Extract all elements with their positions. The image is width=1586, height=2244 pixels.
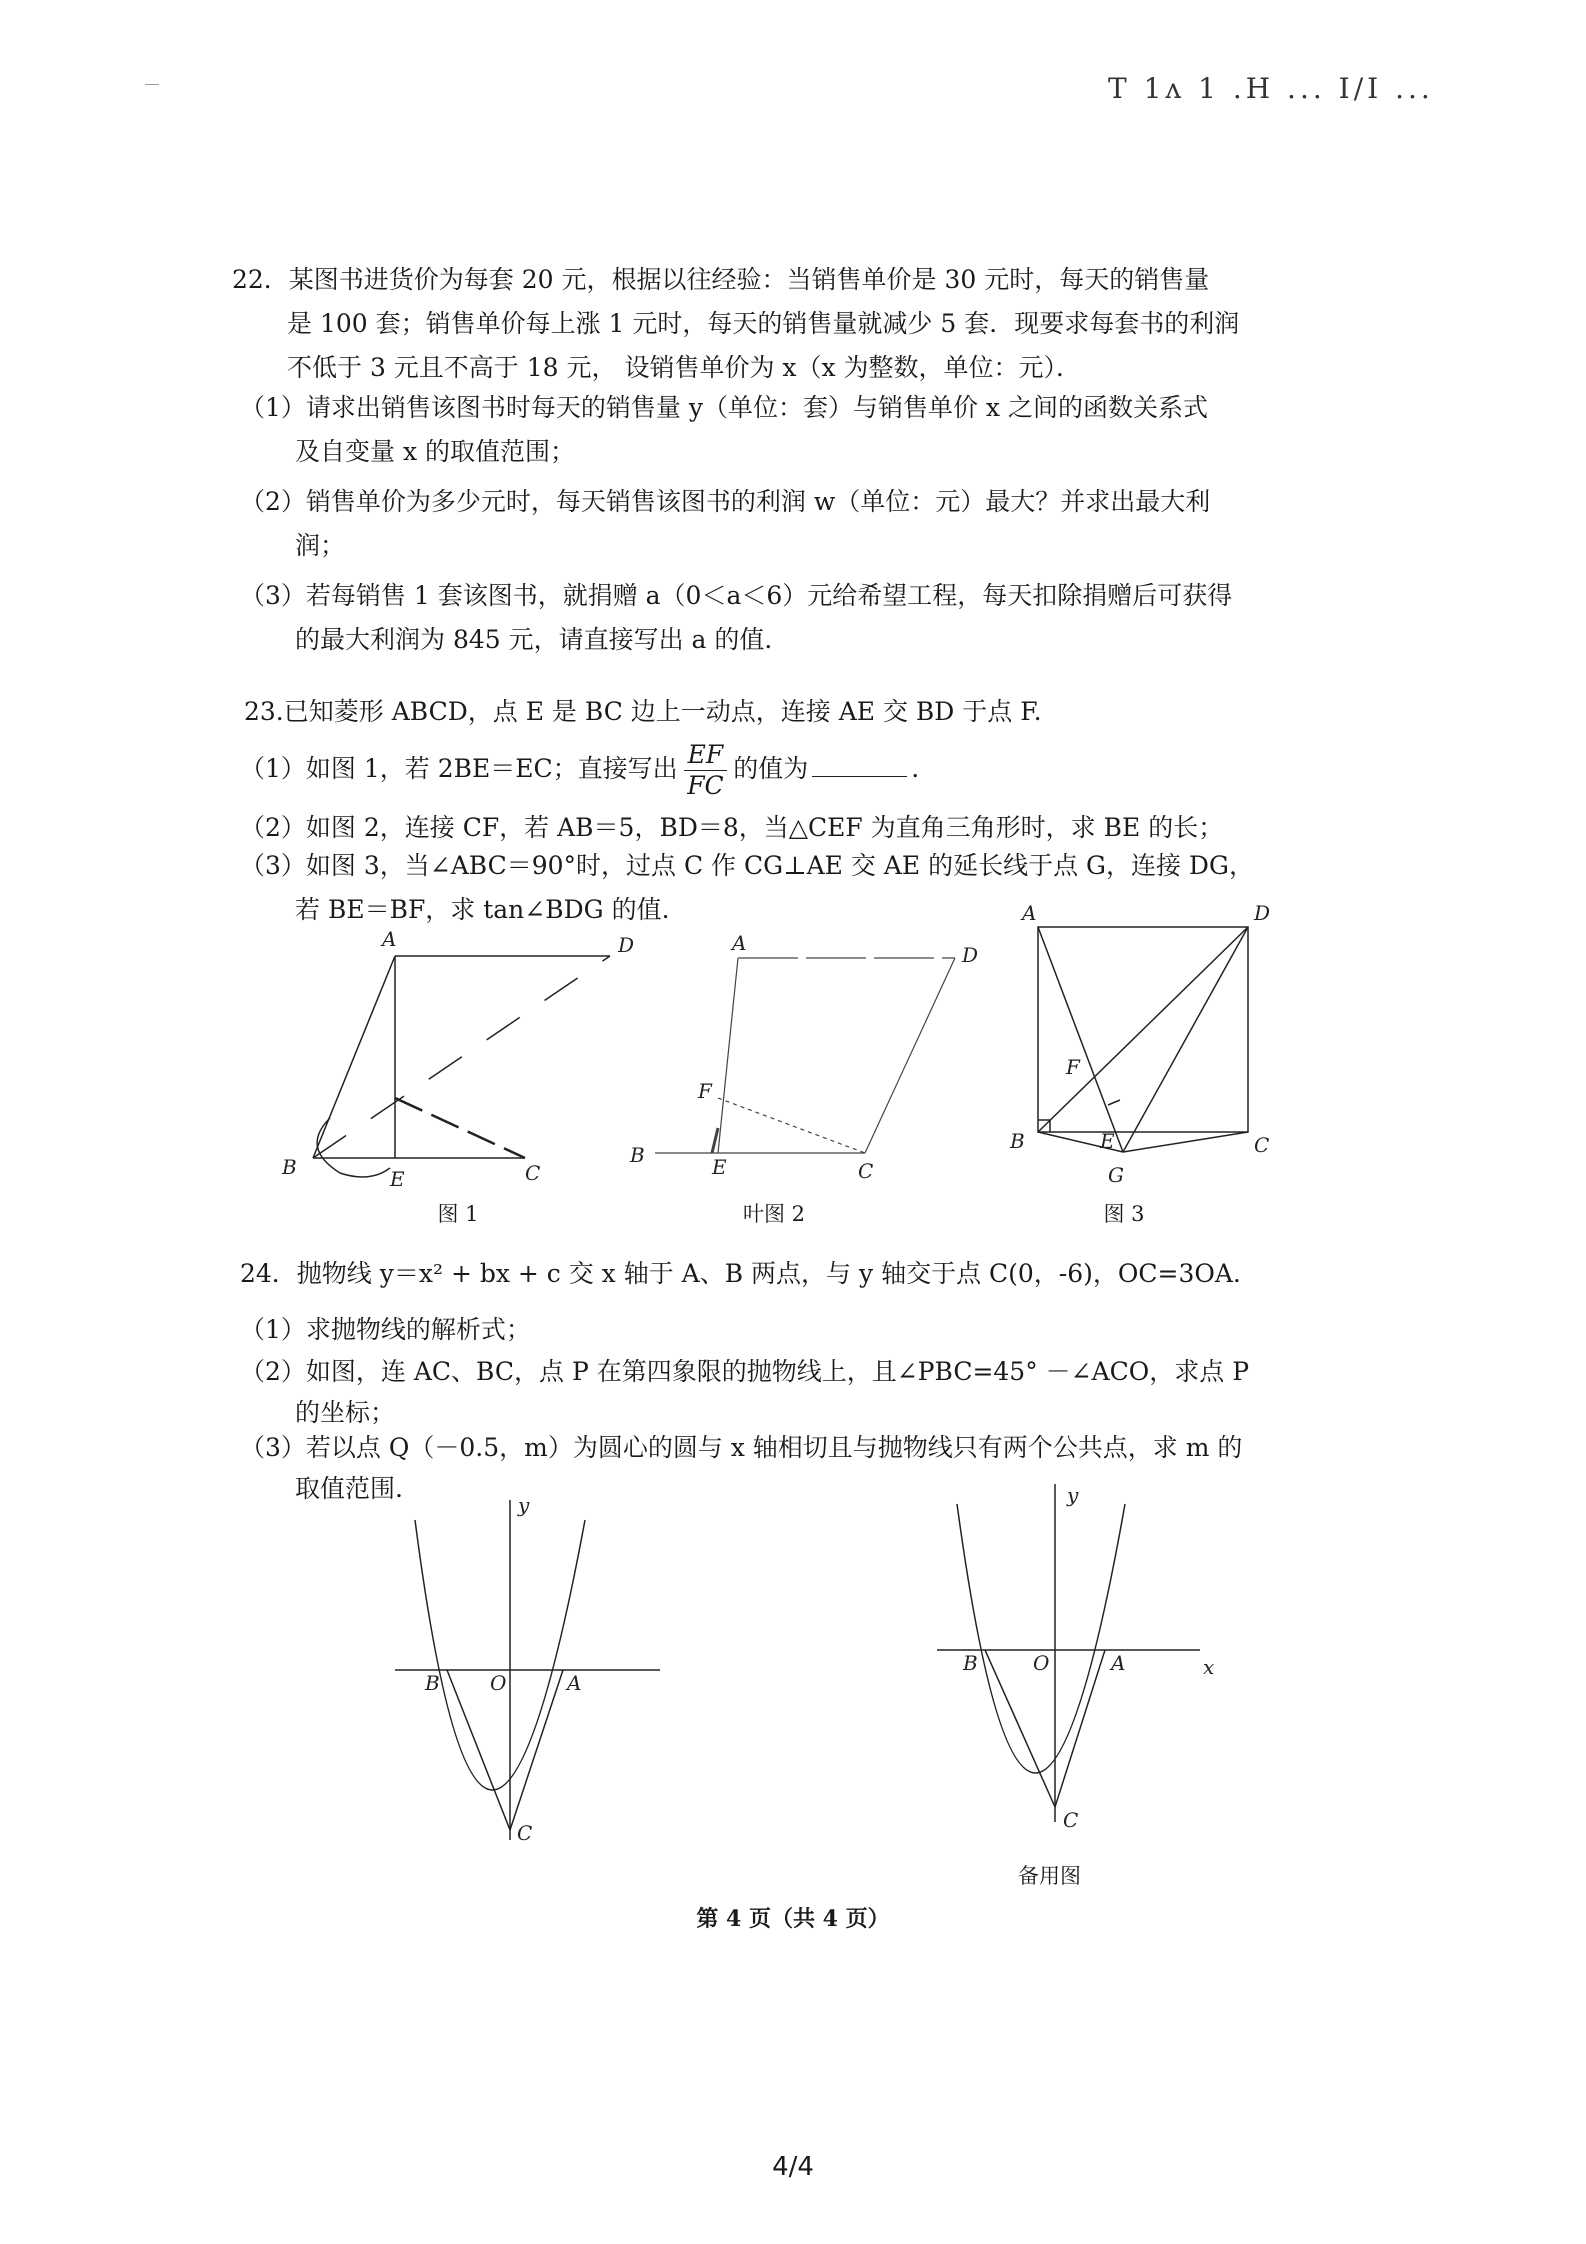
fig1-line-bd [313,956,610,1158]
q22-part-2-line-2: 润； [295,531,346,560]
fig2-label-a: A [732,931,747,955]
parabola-line-ac [510,1670,563,1830]
q23-stem: 23.已知菱形 ABCD，点 E 是 BC 边上一动点，连接 AE 交 BD 于点 F. [244,697,1042,726]
fig3-line-bd [1038,927,1248,1132]
fig2-label-c: C [858,1159,874,1183]
fraction-denominator: FC [687,771,724,800]
q22-part-1 [240,386,1290,474]
q23-part-1-suffix: 的值为 [733,754,809,783]
fig1-label-b: B [282,1155,297,1179]
parabola-curve [415,1520,585,1790]
backup-label-x: x [1203,1655,1215,1679]
q24-part-1 [240,1308,1290,1352]
figure-1 [280,927,660,1191]
fig3-line-cg [1123,1132,1248,1152]
q23-part-1-prefix: （1）如图 1，若 2BE＝EC；直接写出 [240,754,678,783]
parabola-figure-svg [385,1493,675,1850]
fig1-label-e: E [390,1167,405,1191]
q24-part-3-line-2: 取值范围. [295,1474,403,1503]
fig1-label-a: A [382,927,397,951]
q23-part-1 [240,740,1290,801]
q23-fraction [684,740,728,801]
fig3-label-b: B [1010,1129,1025,1153]
fig2-label-b: B [630,1143,645,1167]
fig1-label-c: C [525,1161,541,1185]
q22-stem-line-3: 不低于 3 元且不高于 18 元， 设销售单价为 x（x 为整数，单位：元）． [287,353,1082,382]
fig1-label-d: D [618,933,635,957]
q24-stem: 24．抛物线 y＝x² + bx + c 交 x 轴于 A、B 两点，与 y 轴交于点 C(0，-6)，OC=3OA. [240,1259,1241,1288]
figure-1-caption: 图 1 [437,1202,479,1226]
backup-label-c: C [1063,1808,1079,1832]
answer-blank [812,776,907,777]
page-footer: 第 4 页（共 4 页） [696,1906,890,1932]
parabola-label-b: B [425,1671,440,1695]
q23-part-1-end: . [911,754,920,783]
q24-part-2-line-1: （2）如图，连 AC、BC，点 P 在第四象限的抛物线上，且∠PBC=45° －∠ACO，求点 P [240,1357,1250,1386]
backup-parabola-figure [935,1482,1225,1832]
fig3-line-dg [1123,927,1248,1152]
question-24 [240,1252,1300,1296]
fig3-label-a: A [1022,901,1037,925]
q22-part-1-line-2: 及自变量 x 的取值范围； [295,437,575,466]
q22-part-2-line-1: （2）销售单价为多少元时，每天销售该图书的利润 w（单位：元）最大？并求出最大利 [240,487,1211,516]
fig2-line-ab [718,958,738,1153]
fig2-line-fe [712,1128,718,1153]
fig2-line-fc [718,1098,865,1153]
q24-part-1-line: （1）求抛物线的解析式； [240,1315,531,1344]
header-mark: T 1ᴧ 1 .Н ... I/I ... [1108,72,1434,105]
q24-part-2 [240,1350,1290,1432]
backup-label-b: B [963,1651,978,1675]
q22-part-3 [240,574,1290,662]
fig3-label-c: C [1254,1133,1270,1157]
parabola-label-o: O [490,1671,507,1695]
backup-label-o: O [1033,1651,1050,1675]
fig2-label-d: D [962,943,979,967]
parabola-label-c: C [517,1821,533,1845]
backup-label-a: A [1111,1651,1126,1675]
q24-part-3-line-1: （3）若以点 Q（－0.5，m）为圆心的圆与 x 轴相切且与抛物线只有两个公共点，求 m 的 [240,1433,1243,1462]
figure-1-svg [280,927,660,1191]
fig2-label-f: F [698,1079,712,1103]
fig3-label-g: G [1108,1163,1124,1187]
backup-label-y: y [1067,1483,1079,1507]
parabola-figure [385,1493,675,1850]
q22-part-3-line-1: （3）若每销售 1 套该图书，就捐赠 a（0＜a＜6）元给希望工程，每天扣除捐赠后可获得 [240,581,1233,610]
q22-part-3-line-2: 的最大利润为 845 元，请直接写出 a 的值． [295,625,790,654]
parabola-label-a: A [567,1671,582,1695]
fig2-line-dc [865,958,955,1153]
figure-2-caption: 叶图 2 [742,1202,806,1226]
scan-mark [145,84,159,85]
q23-part-3-line-2: 若 BE＝BF，求 tan∠BDG 的值. [295,895,670,924]
backup-parabola-svg [935,1482,1225,1832]
backup-figure-caption: 备用图 [1018,1864,1081,1888]
question-22 [232,258,1292,390]
q24-part-2-line-2: 的坐标； [295,1398,396,1427]
fig3-tick [1108,1100,1120,1105]
fig1-line-ab [313,956,395,1158]
fig3-label-e: E [1100,1129,1115,1153]
fig3-label-d: D [1254,901,1271,925]
figure-3-svg [1008,902,1278,1202]
figure-2 [620,928,980,1188]
q22-stem-line-1: 22．某图书进货价为每套 20 元，根据以往经验：当销售单价是 30 元时，每天的销售量 [232,265,1210,294]
fig2-label-e: E [712,1155,727,1179]
question-23 [244,690,1304,734]
fig3-label-f: F [1066,1055,1080,1079]
fraction-numerator: EF [684,740,728,771]
figure-2-svg [620,928,980,1188]
q22-part-2 [240,480,1290,568]
backup-line-ac [1055,1650,1105,1807]
figure-3 [1008,902,1278,1202]
fig3-line-ag [1038,927,1123,1152]
figure-3-caption: 图 3 [1103,1202,1145,1226]
page-counter: 4/4 [772,2152,814,2182]
parabola-label-y: y [518,1493,530,1517]
q23-part-3-line-1: （3）如图 3，当∠ABC＝90°时，过点 C 作 CG⊥AE 交 AE 的延长线于点 G，连接 DG， [240,851,1254,880]
backup-parabola-curve [957,1504,1125,1773]
q23-part-2-line: （2）如图 2，连接 CF，若 AB＝5，BD＝8，当△CEF 为直角三角形时，求 BE 的长； [240,813,1224,842]
fig1-line-fc [395,1098,525,1158]
q22-part-1-line-1: （1）请求出销售该图书时每天的销售量 y（单位：套）与销售单价 x 之间的函数关系式 [240,393,1208,422]
q22-stem-line-2: 是 100 套；销售单价每上涨 1 元时，每天的销售量就减少 5 套．现要求每套书的利润 [287,309,1240,338]
